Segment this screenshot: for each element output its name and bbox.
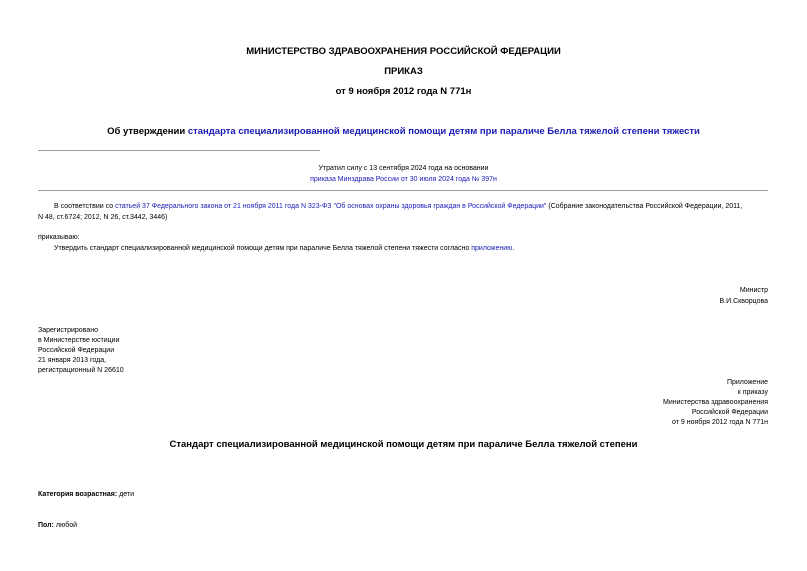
registration-line: Зарегистрировано — [38, 327, 98, 334]
document-title — [0, 126, 807, 137]
signature-position: Министр — [739, 287, 768, 294]
appendix-line: Министерства здравоохранения — [663, 399, 768, 406]
appendix-block — [663, 378, 768, 428]
preamble-line2: N 48, ст.6724; 2012, N 26, ст.3442, 3446) — [38, 214, 168, 221]
sex-row — [38, 521, 77, 531]
age-category-label: Категория возрастная: — [38, 491, 118, 498]
full-divider — [38, 190, 768, 191]
registration-line: в Министерстве юстиции — [38, 337, 120, 344]
repeal-order-link[interactable]: приказа Минздрава России от 30 июля 2024 года № 397н — [310, 176, 497, 183]
doc-date-number: от 9 ноября 2012 года N 771н — [335, 86, 472, 97]
appendix-line: к приказу — [737, 389, 768, 396]
sex-label: Пол: — [38, 522, 54, 529]
appendix-line: от 9 ноября 2012 года N 771н — [672, 419, 768, 426]
registration-block — [38, 326, 124, 376]
order-text — [54, 244, 514, 254]
status-link-row — [0, 175, 807, 185]
order-text-body: Утвердить стандарт специализированной медицинской помощи детям при параличе Белла тяжелой степени тяжести согласно — [54, 245, 472, 252]
federal-law-link[interactable]: статьей 37 Федерального закона от 21 ноября 2011 года N 323-ФЗ "Об основах охраны здоровья граждан в Российской Федерации" — [115, 203, 547, 210]
order-label: приказываю: — [38, 234, 80, 241]
preamble-line1 — [54, 202, 742, 212]
appendix-line: Приложение — [726, 379, 768, 386]
registration-line: регистрационный N 26610 — [38, 367, 124, 374]
age-category-value: дети — [117, 491, 134, 498]
ministry-heading: МИНИСТЕРСТВО ЗДРАВООХРАНЕНИЯ РОССИЙСКОЙ ФЕДЕРАЦИИ — [246, 46, 561, 57]
status-line: Утратил силу с 13 сентября 2024 года на основании — [318, 165, 489, 172]
preamble-start: В соответствии со — [54, 203, 116, 210]
age-category-row — [38, 490, 134, 500]
registration-line: Российской Федерации — [38, 347, 115, 354]
standard-title: Стандарт специализированной медицинской помощи детям при параличе Белла тяжелой степени — [169, 439, 638, 450]
short-divider — [38, 150, 320, 151]
doc-type-heading: ПРИКАЗ — [384, 66, 423, 77]
sex-value: любой — [53, 522, 78, 529]
order-text-end: . — [512, 245, 515, 252]
title-standard-link[interactable]: стандарта специализированной медицинской помощи детям при параличе Белла тяжелой степени тяжести — [187, 126, 700, 137]
appendix-line: Российской Федерации — [691, 409, 768, 416]
title-prefix: Об утверждении — [107, 126, 188, 137]
registration-line: 21 января 2013 года, — [38, 357, 107, 364]
preamble-end: (Собрание законодательства Российской Федерации, 2011, — [546, 203, 743, 210]
signature-name: В.И.Скворцова — [719, 298, 768, 305]
appendix-link[interactable]: приложению — [471, 245, 513, 252]
